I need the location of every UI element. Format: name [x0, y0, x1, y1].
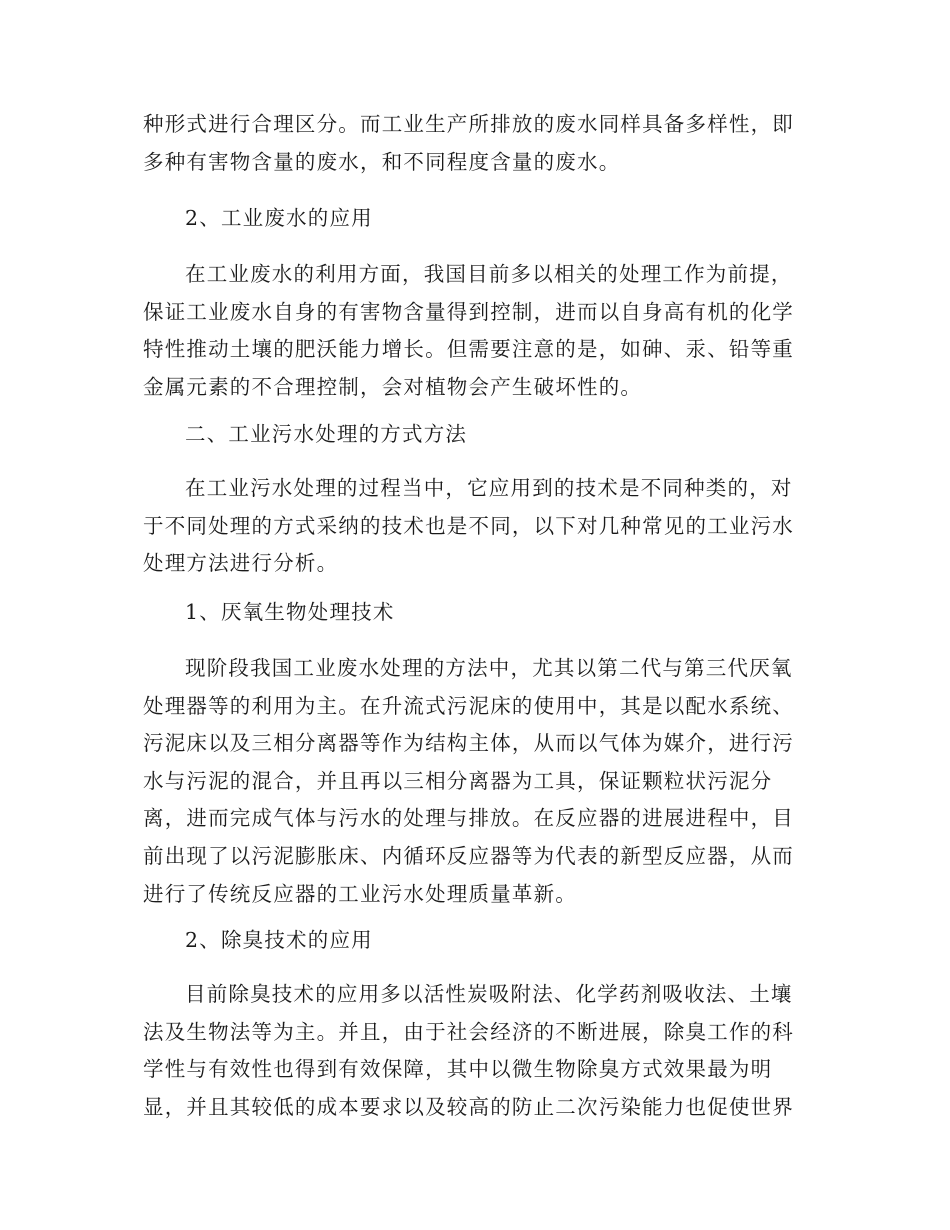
- text-line: 处理方法进行分析。: [143, 551, 339, 576]
- paragraph-wastewater-utilization: [143, 256, 803, 406]
- text-line: 处理器等的利用为主。在升流式污泥床的使用中，其是以配水系统、: [143, 693, 794, 718]
- section-heading-anaerobic: [143, 594, 803, 632]
- text-line: 进行了传统反应器的工业污水处理质量革新。: [143, 881, 577, 906]
- text-line: 离，进而完成气体与污水的处理与排放。在反应器的进展进程中，目: [143, 806, 794, 831]
- text-line: 学性与有效性也得到有效保障，其中以微生物除臭方式效果最为明: [143, 1057, 773, 1082]
- text-line: 于不同处理的方式采纳的技术也是不同，以下对几种常见的工业污水: [143, 513, 794, 538]
- paragraph-deodorization: [143, 976, 803, 1126]
- text-line: 前出现了以污泥膨胀床、内循环反应器等为代表的新型反应器，从而: [143, 843, 794, 868]
- paragraph-anaerobic: [143, 650, 803, 913]
- text-line: 目前除臭技术的应用多以活性炭吸附法、化学药剂吸收法、土壤: [185, 982, 793, 1006]
- text-line: 在工业污水处理的过程当中，它应用到的技术是不同种类的，对: [185, 476, 793, 500]
- heading-text: 2、除臭技术的应用: [185, 928, 373, 952]
- paragraph-waste-forms: [143, 106, 803, 181]
- text-line: 现阶段我国工业废水处理的方法中，尤其以第二代与第三代厌氧: [185, 656, 793, 680]
- text-line: 金属元素的不合理控制，会对植物会产生破坏性的。: [143, 374, 643, 399]
- text-line: 法及生物法等为主。并且，由于社会经济的不断进展，除臭工作的科: [143, 1019, 794, 1044]
- text-line: 保证工业废水自身的有害物含量得到控制，进而以自身高有机的化学: [143, 299, 794, 324]
- text-line: 多种有害物含量的废水，和不同程度含量的废水。: [143, 149, 621, 174]
- section-heading-treatment-methods: [143, 416, 803, 454]
- text-line: 特性推动土壤的肥沃能力增长。但需要注意的是，如砷、汞、铅等重: [143, 337, 794, 362]
- heading-text: 2、工业废水的应用: [185, 206, 373, 230]
- text-line: 水与污泥的混合，并且再以三相分离器为工具，保证颗粒状污泥分: [143, 768, 773, 793]
- text-line: 在工业废水的利用方面，我国目前多以相关的处理工作为前提，: [185, 262, 793, 286]
- heading-text: 二、工业污水处理的方式方法: [185, 422, 468, 446]
- heading-text: 1、厌氧生物处理技术: [185, 600, 395, 624]
- paragraph-treatment-intro: [143, 470, 803, 583]
- section-heading-wastewater-application: [143, 200, 803, 238]
- text-line: 种形式进行合理区分。而工业生产所排放的废水同样具备多样性，即: [143, 112, 794, 136]
- section-heading-deodorization: [143, 922, 803, 960]
- text-line: 显，并且其较低的成本要求以及较高的防止二次污染能力也促使世界: [143, 1094, 794, 1119]
- text-line: 污泥床以及三相分离器等作为结构主体，从而以气体为媒介，进行污: [143, 731, 794, 756]
